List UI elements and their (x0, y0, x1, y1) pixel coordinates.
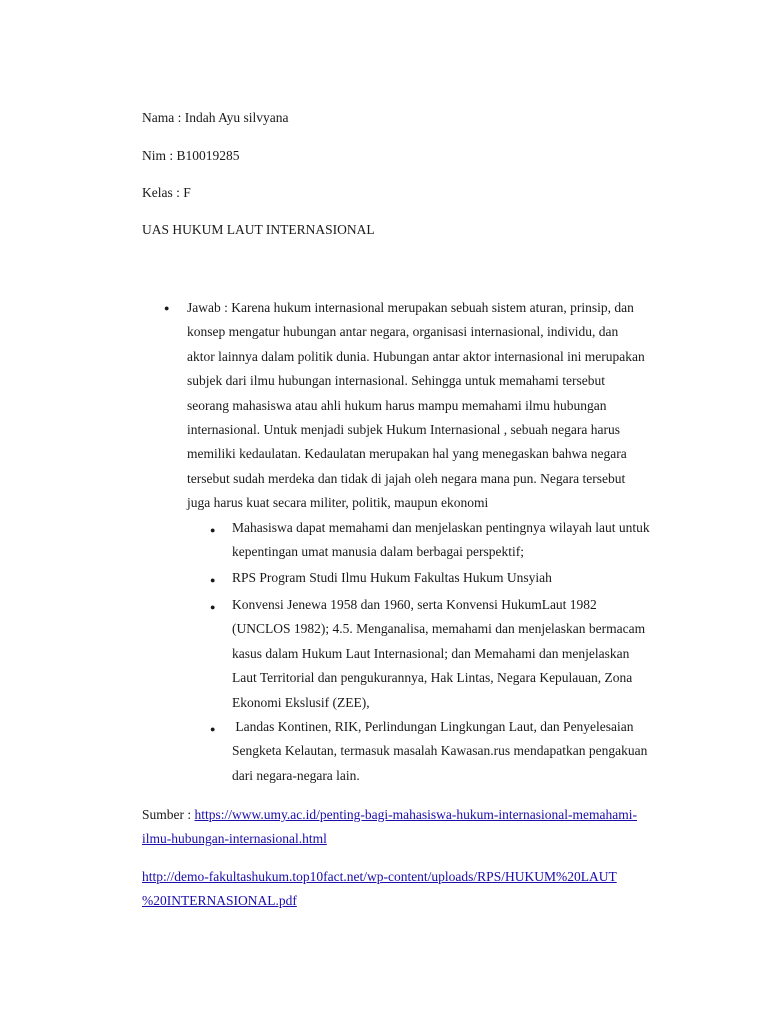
sub-bullet-icon: ● (210, 724, 216, 734)
answer-line: seorang mahasiswa atau ahli hukum harus mampu memahami ilmu hubungan (187, 397, 607, 413)
answer-line: memiliki kedaulatan. Kedaulatan merupakan hal yang menegaskan bahwa negara (187, 446, 627, 462)
sub-item-line: Laut Territorial dan pengukurannya, Hak Lintas, Negara Kepulauan, Zona (232, 670, 633, 686)
document-title: UAS HUKUM LAUT INTERNASIONAL (142, 222, 375, 237)
sub-list-item (232, 593, 645, 715)
answer-line: internasional. Untuk menjadi subjek Hukum Internasional , sebuah negara harus (187, 422, 621, 438)
sub-item-line: RPS Program Studi Ilmu Hukum Fakultas Hukum Unsyiah (232, 570, 552, 585)
answer-line: juga harus kuat secara militer, politik, maupun ekonomi (187, 495, 489, 511)
source-link-umy-cont[interactable]: ilmu-hubungan-internasional.html (142, 831, 327, 847)
answer-line: konsep mengatur hubungan antar negara, organisasi internasional, individu, dan (187, 324, 619, 340)
source-link-rps[interactable]: http://demo-fakultashukum.top10fact.net/wp-content/uploads/RPS/HUKUM%20LAUT (142, 869, 617, 884)
answer-line: subjek dari ilmu hubungan internasional. Sehingga untuk memahami tersebut (187, 373, 606, 389)
bullet-icon: ● (164, 303, 170, 313)
name-line: Nama : Indah Ayu silvyana (142, 110, 289, 125)
nim-line: Nim : B10019285 (142, 148, 240, 163)
source-link-rps-cont[interactable]: %20INTERNASIONAL.pdf (142, 893, 297, 909)
source-link-umy[interactable]: https://www.umy.ac.id/penting-bagi-mahasiswa-hukum-internasional-memahami- (194, 807, 638, 822)
sub-item-line: Landas Kontinen, RIK, Perlindungan Lingkungan Laut, dan Penyelesaian (232, 719, 634, 734)
sub-item-line: Ekonomi Ekslusif (ZEE), (232, 694, 370, 710)
answer-line: Jawab : Karena hukum internasional merupakan sebuah sistem aturan, prinsip, dan (187, 300, 634, 315)
answer-line: tersebut sudah merdeka dan tidak di jajah oleh negara mana pun. Negara tersebut (187, 470, 626, 486)
sub-list-item (232, 715, 647, 788)
sub-item-line: kepentingan umat manusia dalam berbagai perspektif; (232, 544, 525, 560)
source-label: Sumber : (142, 807, 195, 822)
sub-item-line: Mahasiswa dapat memahami dan menjelaskan pentingnya wilayah laut untuk (232, 520, 650, 535)
sub-item-line: (UNCLOS 1982); 4.5. Menganalisa, memahami dan menjelaskan bermacam (232, 621, 646, 637)
source-block (142, 803, 637, 852)
answer-paragraph (187, 296, 667, 516)
class-line: Kelas : F (142, 185, 191, 200)
sub-list-item (232, 516, 650, 565)
source-block-2 (142, 865, 617, 914)
answer-line: aktor lainnya dalam politik dunia. Hubungan antar aktor internasional ini merupakan (187, 348, 645, 364)
sub-bullet-icon: ● (210, 575, 216, 585)
sub-item-line: Sengketa Kelautan, termasuk masalah Kawasan.rus mendapatkan pengakuan (232, 743, 648, 759)
sub-item-line: kasus dalam Hukum Laut Internasional; dan Memahami dan menjelaskan (232, 645, 630, 661)
sub-item-line: dari negara-negara lain. (232, 767, 360, 783)
sub-bullet-icon: ● (210, 525, 216, 535)
sub-item-line: Konvensi Jenewa 1958 dan 1960, serta Konvensi HukumLaut 1982 (232, 597, 597, 612)
sub-list-item (232, 566, 552, 590)
sub-bullet-icon: ● (210, 602, 216, 612)
